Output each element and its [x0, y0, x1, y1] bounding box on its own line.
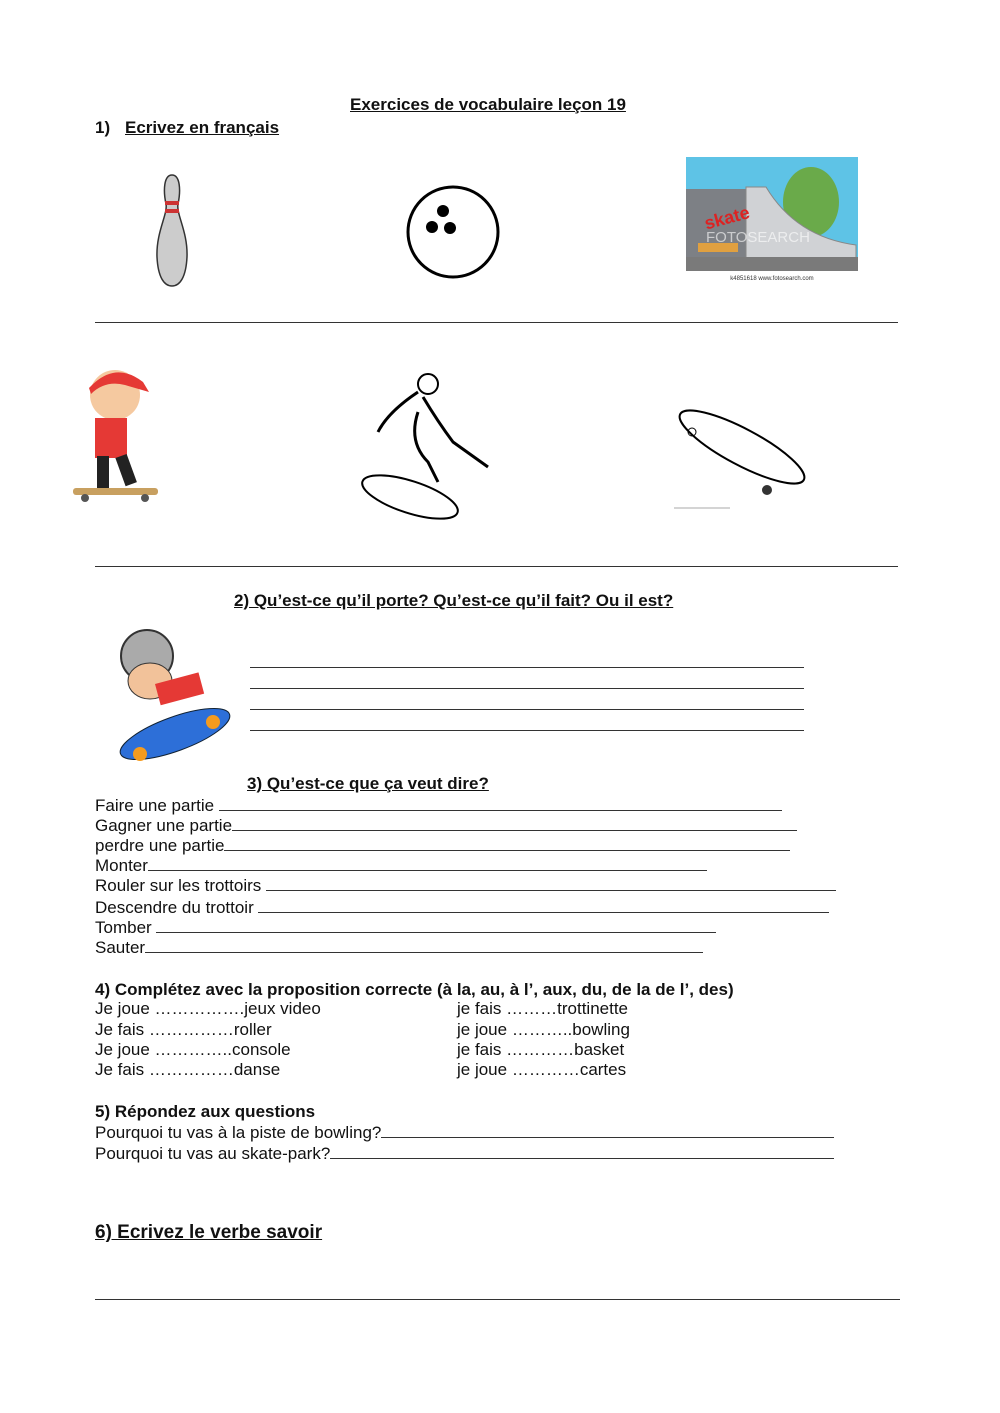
answer-line[interactable] — [381, 1122, 834, 1138]
answer-line[interactable] — [95, 1299, 900, 1300]
answer-line[interactable] — [156, 917, 716, 933]
answer-line[interactable] — [95, 322, 898, 323]
definition-item: Sauter — [95, 937, 703, 958]
fill-item[interactable]: je fais …………basket — [457, 1040, 625, 1059]
definition-item: Gagner une partie — [95, 815, 797, 836]
answer-line[interactable] — [95, 566, 898, 567]
section-6-heading: 6) Ecrivez le verbe savoir — [95, 1222, 323, 1243]
fill-item[interactable]: je fais ………trottinette — [457, 999, 629, 1018]
answer-line[interactable] — [145, 937, 703, 953]
bowling-ball-image — [404, 183, 502, 281]
section-1-heading: Ecrivez en français — [125, 118, 280, 137]
answer-line[interactable] — [250, 709, 804, 710]
boy-skateboarding-image — [65, 360, 165, 510]
answer-line[interactable] — [219, 795, 782, 811]
definition-item: Tomber — [95, 917, 716, 938]
skatepark-image — [686, 157, 858, 281]
answer-line[interactable] — [250, 688, 804, 689]
fill-item[interactable]: Je joue …………..console — [95, 1040, 291, 1059]
section-1-number: 1) — [95, 118, 111, 137]
watermark: FOTOSEARCH — [706, 229, 810, 246]
skater-jumping-image — [358, 372, 498, 532]
answer-line[interactable] — [258, 897, 829, 913]
definition-item: perdre une partie — [95, 835, 790, 856]
answer-line[interactable] — [224, 835, 790, 851]
definition-item: Descendre du trottoir — [95, 897, 829, 918]
image-caption: k4851618 www.fotosearch.com — [730, 276, 814, 282]
fill-item[interactable]: je joue …………cartes — [457, 1060, 627, 1079]
section-5-heading: 5) Répondez aux questions — [95, 1102, 316, 1121]
definition-item: Monter — [95, 855, 707, 876]
section-2-heading: 2) Qu’est-ce qu’il porte? Qu’est-ce qu’il fait? Ou il est? — [234, 591, 674, 610]
svg-text:skate: skate — [702, 202, 752, 234]
section-4-heading: 4) Complétez avec la proposition correcte (à la, au, à l’, aux, du, de la de l’, des) — [95, 980, 734, 999]
fill-item[interactable]: Je fais ……………roller — [95, 1020, 272, 1039]
section-3-heading: 3) Qu’est-ce que ça veut dire? — [247, 774, 489, 793]
fill-item[interactable]: je joue ………..bowling — [457, 1020, 630, 1039]
definition-item: Faire une partie — [95, 795, 782, 816]
answer-line[interactable] — [148, 855, 707, 871]
skateboard-image — [672, 402, 817, 512]
answer-line[interactable] — [250, 730, 804, 731]
answer-line[interactable] — [232, 815, 797, 831]
question-item: Pourquoi tu vas au skate-park? — [95, 1143, 834, 1164]
answer-line[interactable] — [330, 1143, 834, 1159]
cartoon-skater-image — [105, 626, 235, 766]
page-title: Exercices de vocabulaire leçon 19 — [350, 95, 626, 114]
bowling-pin-image — [150, 172, 195, 290]
answer-line[interactable] — [266, 875, 836, 891]
fill-item[interactable]: Je joue …………….jeux video — [95, 999, 321, 1018]
fill-item[interactable]: Je fais ……………danse — [95, 1060, 281, 1079]
answer-line[interactable] — [250, 667, 804, 668]
definition-item: Rouler sur les trottoirs — [95, 875, 836, 896]
question-item: Pourquoi tu vas à la piste de bowling? — [95, 1122, 834, 1143]
